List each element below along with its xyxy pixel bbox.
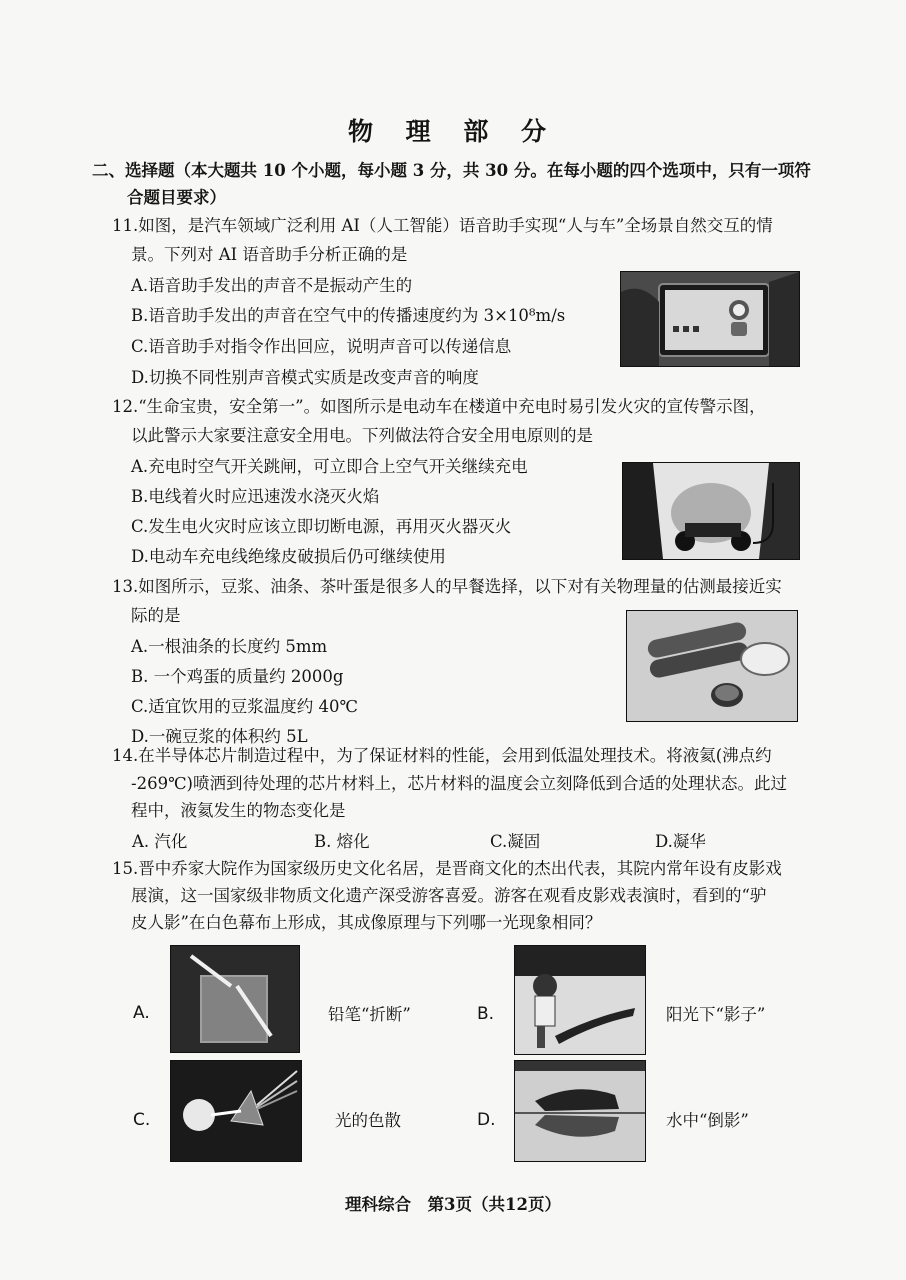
q15-stem: 15.晋中乔家大院作为国家级历史文化名居，是晋商文化的杰出代表，其院内常年设有皮影戏 [112,859,782,878]
q12-option-c: C.发生电火灾时应该立即切断电源，再用灭火器灭火 [131,517,512,536]
q11-option-c: C.语音助手对指令作出回应，说明声音可以传递信息 [131,337,512,356]
q13-option-a: A.一根油条的长度约 5mm [131,637,328,656]
q13-option-b: B. 一个鸡蛋的质量约 2000g [131,667,344,686]
ebike-fire-photo [622,462,800,560]
reflection-photo [514,1060,646,1162]
q12-option-d: D.电动车充电线绝缘皮破损后仍可继续使用 [131,547,446,566]
page-title: 物 理 部 分 [347,117,559,146]
q11-option-a: A.语音助手发出的声音不是振动产生的 [131,276,413,295]
q15-option-a-caption: 铅笔“折断” [328,1005,411,1024]
q14-stem: 14.在半导体芯片制造过程中，为了保证材料的性能，会用到低温处理技术。将液氦(沸点约 [112,746,772,765]
q15-option-b-caption: 阳光下“影子” [666,1005,766,1024]
q14-stem-cont2: 程中，液氦发生的物态变化是 [131,801,346,820]
breakfast-photo [626,610,798,722]
q14-option-d: D.凝华 [655,832,706,851]
q15-stem-cont: 展演，这一国家级非物质文化遗产深受游客喜爱。游客在观看皮影戏表演时，看到的“驴 [131,886,767,905]
q13-stem-cont: 际的是 [131,606,181,625]
q12-option-a: A.充电时空气开关跳闸，可立即合上空气开关继续充电 [131,457,528,476]
q13-stem: 13.如图所示，豆浆、油条、茶叶蛋是很多人的早餐选择，以下对有关物理量的估测最接近实 [112,577,782,596]
dispersion-photo [170,1060,302,1162]
q15-option-d-letter: D. [477,1110,496,1130]
q15-option-b-letter: B. [477,1004,495,1024]
q12-stem-cont: 以此警示大家要注意安全用电。下列做法符合安全用电原则的是 [131,426,593,445]
q13-option-d: D.一碗豆浆的体积约 5L [131,727,308,746]
q12-option-b: B.电线着火时应迅速泼水浇灭火焰 [131,487,380,506]
section-heading-cont: 合题目要求） [127,188,226,207]
page-footer: 理科综合 第3页（共12页） [345,1195,561,1214]
q15-option-c-caption: 光的色散 [335,1111,401,1130]
q14-option-c: C.凝固 [490,832,541,851]
q14-option-b: B. 熔化 [314,832,370,851]
shadow-photo [514,945,646,1055]
q15-option-c-letter: C. [133,1110,151,1130]
q11-stem: 11.如图，是汽车领域广泛利用 AI（人工智能）语音助手实现“人与车”全场景自然交互的情 [112,216,773,235]
q12-stem: 12.“生命宝贵，安全第一”。如图所示是电动车在楼道中充电时易引发火灾的宣传警示图， [112,397,766,416]
q15-stem-cont2: 皮人影”在白色幕布上形成，其成像原理与下列哪一光现象相同？ [131,913,602,932]
q14-option-a: A. 汽化 [132,832,188,851]
q15-option-a-letter: A. [133,1003,150,1023]
q13-option-c: C.适宜饮用的豆浆温度约 40℃ [131,697,358,716]
pencil-refraction-photo [170,945,300,1053]
q11-option-d: D.切换不同性别声音模式实质是改变声音的响度 [131,368,479,387]
section-heading: 二、选择题（本大题共 10 个小题，每小题 3 分，共 30 分。在每小题的四个选项中，只有一项符 [92,161,811,180]
q11-option-b: B.语音助手发出的声音在空气中的传播速度约为 3×10⁸m/s [131,306,566,325]
car-screen-photo [620,271,800,367]
q15-option-d-caption: 水中“倒影” [666,1111,749,1130]
q11-stem-cont: 景。下列对 AI 语音助手分析正确的是 [131,245,408,264]
q14-stem-cont: -269℃)喷洒到待处理的芯片材料上，芯片材料的温度会立刻降低到合适的处理状态。此过 [131,774,787,793]
